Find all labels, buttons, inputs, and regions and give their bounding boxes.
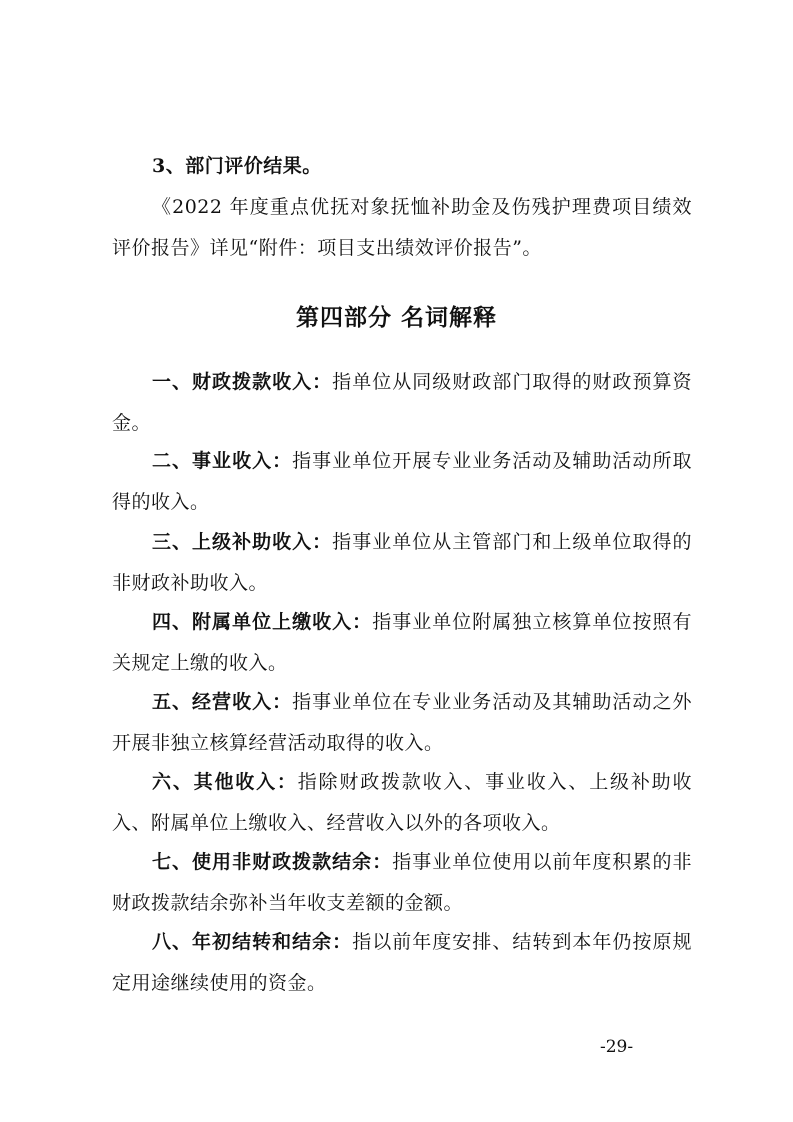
definition-term: 二、事业收入： — [152, 450, 293, 472]
page-number: -29- — [600, 1037, 634, 1057]
subsection-body: 《2022 年度重点优抚对象抚恤补助金及伤残护理费项目绩效评价报告》详见“附件：项目支出绩效评价报告”。 — [112, 196, 692, 259]
definition-item — [112, 682, 692, 764]
definition-term: 八、年初结转和结余： — [152, 931, 353, 953]
definition-text: 指以前年度安排、结转到本年仍按原规定用途继续使用的资金。 — [112, 931, 692, 994]
definition-text: 指除财政拨款收入、事业收入、上级补助收入、附属单位上缴收入、经营收入以外的各项收入。 — [112, 771, 692, 834]
definition-term: 三、上级补助收入： — [152, 531, 333, 553]
definition-term: 七、使用非财政拨款结余： — [152, 851, 393, 873]
definition-text: 指事业单位在专业业务活动及其辅助活动之外开展非独立核算经营活动取得的收入。 — [112, 691, 692, 754]
definition-text: 指事业单位开展专业业务活动及辅助活动所取得的收入。 — [112, 450, 692, 513]
definition-term: 四、附属单位上缴收入： — [152, 611, 373, 633]
definition-item — [112, 362, 692, 444]
definition-item — [112, 842, 692, 924]
definition-text: 指事业单位从主管部门和上级单位取得的非财政补助收入。 — [112, 531, 692, 594]
definition-term: 五、经营收入： — [152, 691, 293, 713]
section-title: 第四部分 名词解释 — [295, 304, 497, 331]
definition-item — [112, 922, 692, 1004]
definition-item — [112, 522, 692, 604]
definition-text: 指事业单位附属独立核算单位按照有关规定上缴的收入。 — [112, 611, 692, 674]
definition-item — [112, 762, 692, 844]
definition-term: 六、其他收入： — [152, 771, 298, 793]
definition-item — [112, 441, 692, 523]
definition-text: 指事业单位使用以前年度积累的非财政拨款结余弥补当年收支差额的金额。 — [112, 851, 692, 914]
definition-item — [112, 602, 692, 684]
definition-text: 指单位从同级财政部门取得的财政预算资金。 — [112, 371, 692, 434]
subsection-heading: 3、部门评价结果。 — [152, 155, 322, 177]
definition-term: 一、财政拨款收入： — [152, 371, 333, 393]
